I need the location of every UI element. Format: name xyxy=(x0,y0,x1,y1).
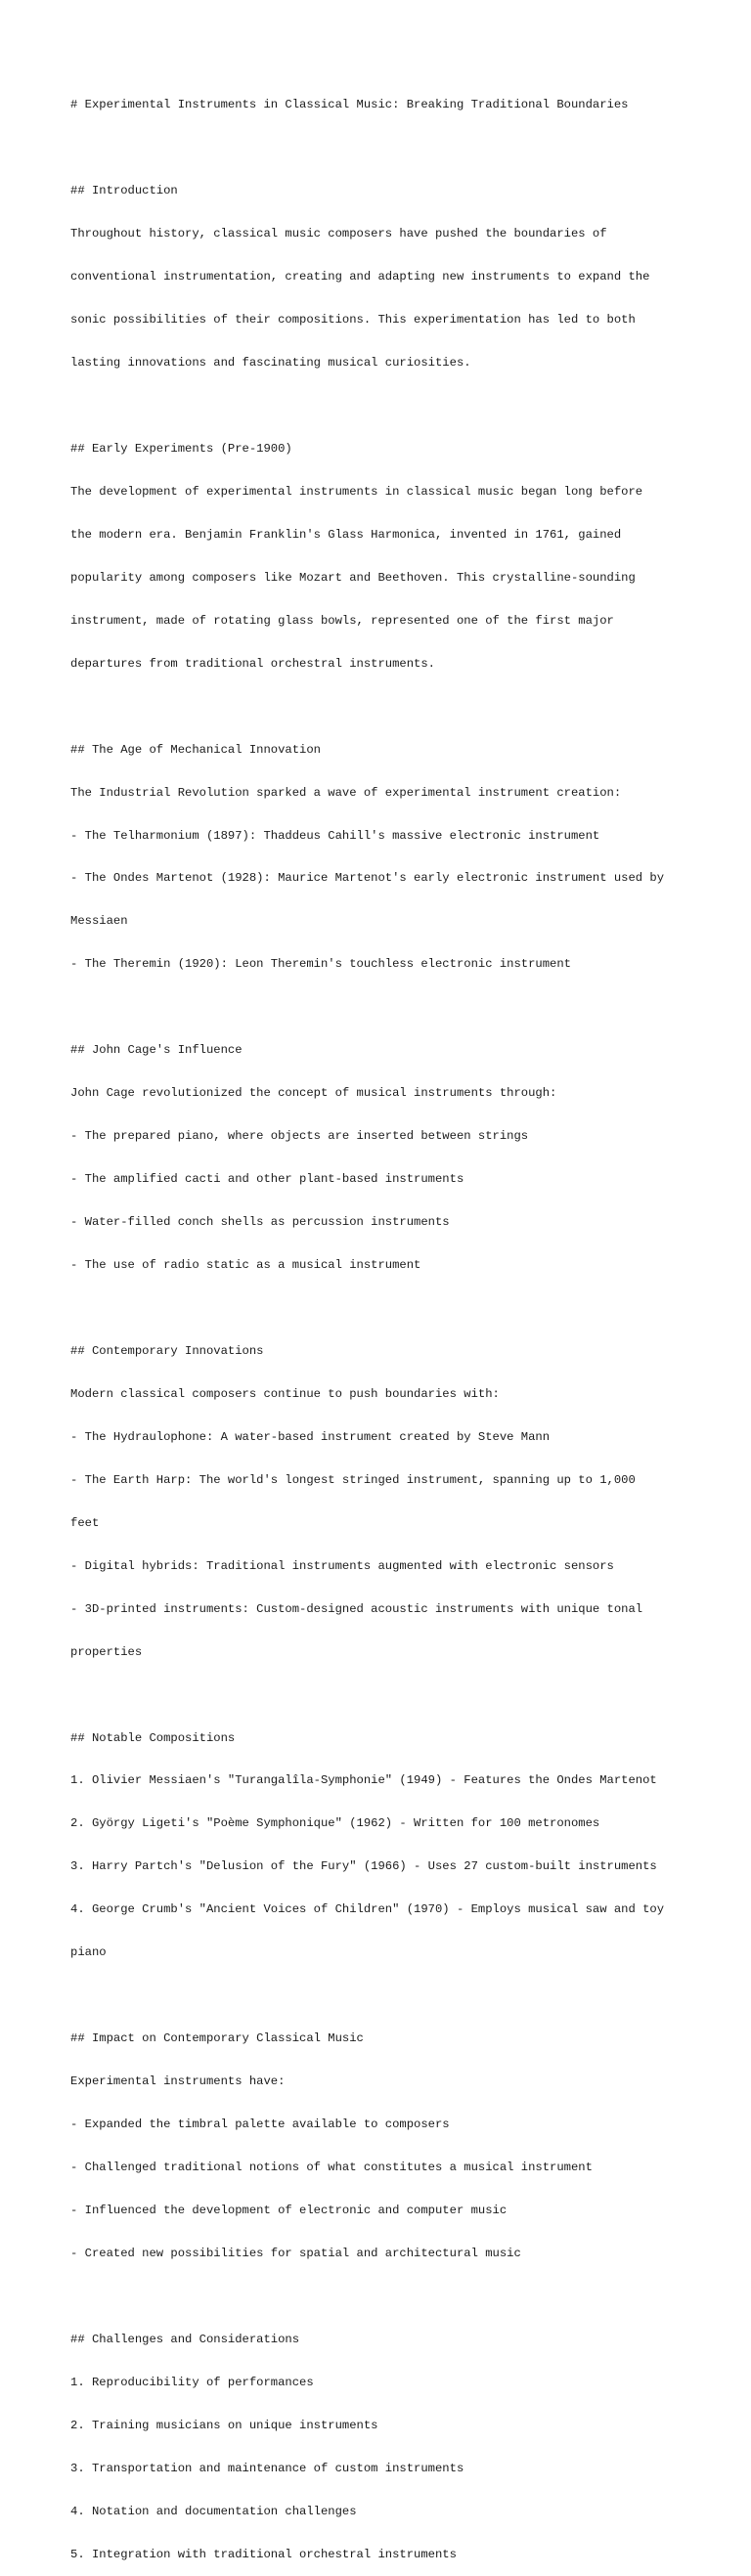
list-item: - Expanded the timbral palette available to composers xyxy=(70,2118,450,2132)
paragraph-line: Modern classical composers continue to push boundaries with: xyxy=(70,1386,500,1401)
section-heading-mechanical-innovation: ## The Age of Mechanical Innovation xyxy=(70,742,321,757)
blank-line xyxy=(70,700,696,715)
paragraph-line: sonic possibilities of their compositions. This experimentation has led to both xyxy=(70,313,636,327)
paragraph-line: the modern era. Benjamin Franklin's Glass Harmonica, invented in 1761, gained xyxy=(70,527,622,542)
numbered-item: 4. Notation and documentation challenges xyxy=(70,2504,357,2518)
numbered-item: 3. Transportation and maintenance of custom instruments xyxy=(70,2461,464,2475)
paragraph-line: The development of experimental instruments in classical music began long before xyxy=(70,484,643,499)
list-item: - Influenced the development of electronic and computer music xyxy=(70,2204,508,2218)
numbered-item: 5. Integration with traditional orchestral instruments xyxy=(70,2547,457,2561)
blank-line xyxy=(70,141,696,155)
numbered-item: 1. Reproducibility of performances xyxy=(70,2375,314,2389)
paragraph-line: lasting innovations and fascinating musical curiosities. xyxy=(70,356,471,371)
list-item: - The amplified cacti and other plant-based instruments xyxy=(70,1172,464,1187)
paragraph-line: instrument, made of rotating glass bowls, represented one of the first major xyxy=(70,613,614,628)
list-item: - The Earth Harp: The world's longest stringed instrument, spanning up to 1,000 xyxy=(70,1472,636,1487)
list-item: - The prepared piano, where objects are inserted between strings xyxy=(70,1129,529,1144)
numbered-item: 1. Olivier Messiaen's "Turangalîla-Symphonie" (1949) - Features the Ondes Martenot xyxy=(70,1773,657,1788)
paragraph-line: John Cage revolutionized the concept of musical instruments through: xyxy=(70,1086,557,1101)
paragraph-line: popularity among composers like Mozart and Beethoven. This crystalline-sounding xyxy=(70,570,636,585)
list-item-continuation: feet xyxy=(70,1515,100,1530)
section-heading-impact: ## Impact on Contemporary Classical Music xyxy=(70,2031,364,2046)
document-body xyxy=(70,69,696,2576)
paragraph-line: The Industrial Revolution sparked a wave of experimental instrument creation: xyxy=(70,785,622,800)
blank-line xyxy=(70,1688,696,1703)
section-heading-notable-compositions: ## Notable Compositions xyxy=(70,1730,236,1745)
section-heading-introduction: ## Introduction xyxy=(70,184,178,198)
numbered-item: 3. Harry Partch's "Delusion of the Fury" (1966) - Uses 27 custom-built instruments xyxy=(70,1859,657,1874)
blank-line xyxy=(70,1000,696,1015)
list-item: - The use of radio static as a musical instrument xyxy=(70,1258,421,1273)
paragraph-line: conventional instrumentation, creating and adapting new instruments to expand the xyxy=(70,270,650,284)
numbered-item: 2. Training musicians on unique instruments xyxy=(70,2418,378,2432)
numbered-item: 2. György Ligeti's "Poème Symphonique" (1962) - Written for 100 metronomes xyxy=(70,1816,600,1831)
list-item-continuation: properties xyxy=(70,1644,143,1659)
blank-line xyxy=(70,1988,696,2003)
section-heading-early-experiments: ## Early Experiments (Pre-1900) xyxy=(70,441,292,456)
list-item: - Challenged traditional notions of what constitutes a musical instrument xyxy=(70,2161,593,2175)
document-title: # Experimental Instruments in Classical Music: Breaking Traditional Boundaries xyxy=(70,98,629,112)
section-heading-contemporary-innovations: ## Contemporary Innovations xyxy=(70,1343,264,1358)
list-item: - The Theremin (1920): Leon Theremin's touchless electronic instrument xyxy=(70,957,571,972)
list-item: - The Ondes Martenot (1928): Maurice Martenot's early electronic instrument used by xyxy=(70,871,665,886)
list-item: - The Telharmonium (1897): Thaddeus Cahill's massive electronic instrument xyxy=(70,828,600,843)
list-item: - Created new possibilities for spatial and architectural music xyxy=(70,2246,521,2260)
numbered-item: 4. George Crumb's "Ancient Voices of Children" (1970) - Employs musical saw and toy xyxy=(70,1902,665,1917)
blank-line xyxy=(70,1301,696,1316)
section-heading-challenges: ## Challenges and Considerations xyxy=(70,2332,300,2346)
numbered-item-continuation: piano xyxy=(70,1945,107,1960)
blank-line xyxy=(70,2290,696,2304)
blank-line xyxy=(70,399,696,414)
list-item-continuation: Messiaen xyxy=(70,914,128,929)
section-heading-john-cage: ## John Cage's Influence xyxy=(70,1043,243,1058)
list-item: - Water-filled conch shells as percussion instruments xyxy=(70,1215,450,1230)
paragraph-line: Experimental instruments have: xyxy=(70,2074,286,2089)
list-item: - 3D-printed instruments: Custom-designed acoustic instruments with unique tonal xyxy=(70,1601,643,1616)
paragraph-line: departures from traditional orchestral instruments. xyxy=(70,656,435,671)
list-item: - The Hydraulophone: A water-based instrument created by Steve Mann xyxy=(70,1429,551,1444)
list-item: - Digital hybrids: Traditional instruments augmented with electronic sensors xyxy=(70,1558,614,1573)
paragraph-line: Throughout history, classical music composers have pushed the boundaries of xyxy=(70,227,607,241)
